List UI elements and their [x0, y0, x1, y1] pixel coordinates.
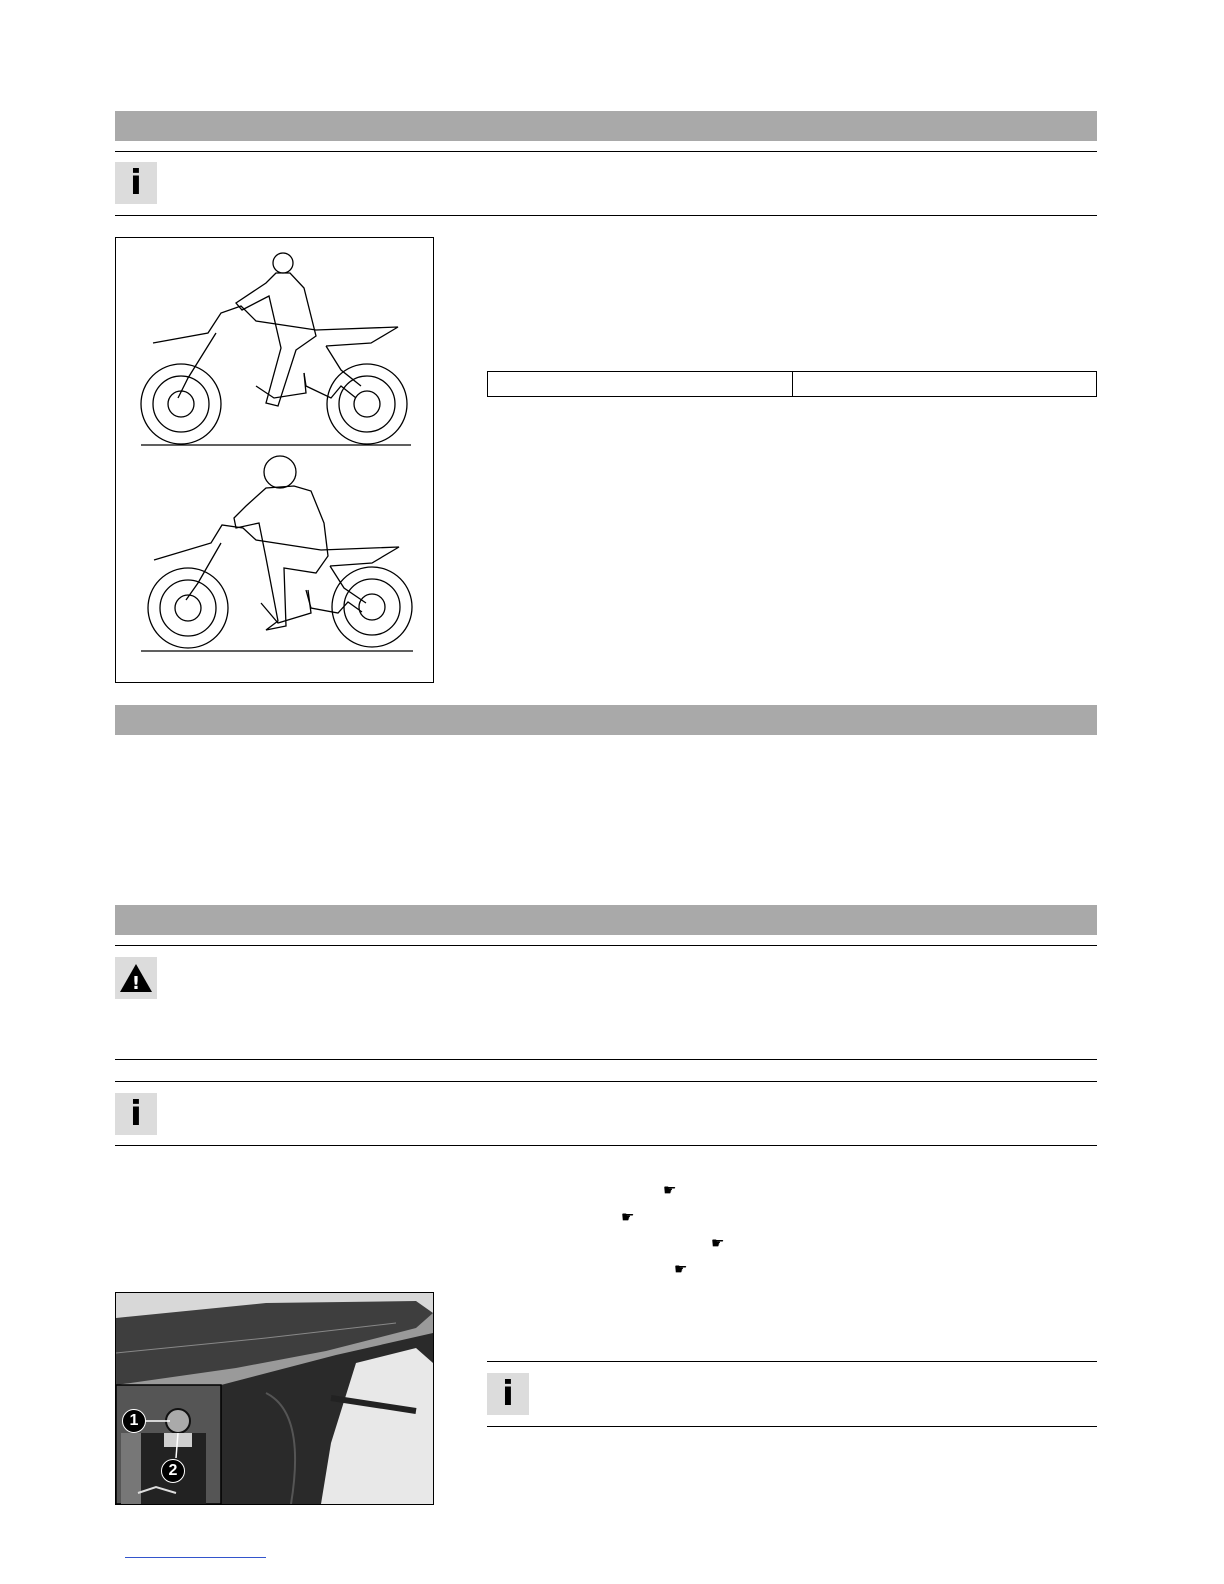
rider-position-illustration [116, 238, 433, 682]
svg-text:!: ! [131, 973, 141, 994]
warning-icon [118, 961, 154, 995]
pointer-hand-icon[interactable]: ☛ [663, 1181, 677, 1199]
table-cell [792, 372, 1097, 397]
info-icon: i [502, 1374, 514, 1414]
pointer-hand-icon[interactable]: ☛ [674, 1260, 688, 1278]
note-top-rule [115, 1081, 1097, 1082]
info-note-box [487, 1373, 529, 1415]
note-bottom-rule [115, 1145, 1097, 1146]
section-heading-bar-3 [115, 905, 1097, 935]
warning-top-rule [115, 945, 1097, 946]
spec-table [487, 371, 1097, 397]
footer-link[interactable] [125, 1557, 266, 1558]
info-icon: i [130, 1094, 142, 1134]
section-heading-bar-1 [115, 111, 1097, 141]
info-note-box [115, 162, 157, 204]
note-top-rule [115, 151, 1097, 152]
warning-note-box [115, 957, 157, 999]
warning-bottom-rule [115, 1059, 1097, 1060]
table-cell [488, 372, 793, 397]
rider-position-figure [115, 237, 434, 683]
pointer-hand-icon[interactable]: ☛ [711, 1234, 725, 1252]
note-bottom-rule [115, 215, 1097, 216]
pointer-hand-icon[interactable]: ☛ [621, 1208, 635, 1226]
seat-photo-figure [115, 1292, 434, 1505]
callout-2-badge: 2 [161, 1459, 185, 1483]
info-note-box [115, 1093, 157, 1135]
note-top-rule [487, 1361, 1097, 1362]
table-row [488, 372, 1097, 397]
note-bottom-rule [487, 1426, 1097, 1427]
info-icon: i [130, 163, 142, 203]
callout-1-badge: 1 [122, 1409, 146, 1433]
section-heading-bar-2 [115, 705, 1097, 735]
